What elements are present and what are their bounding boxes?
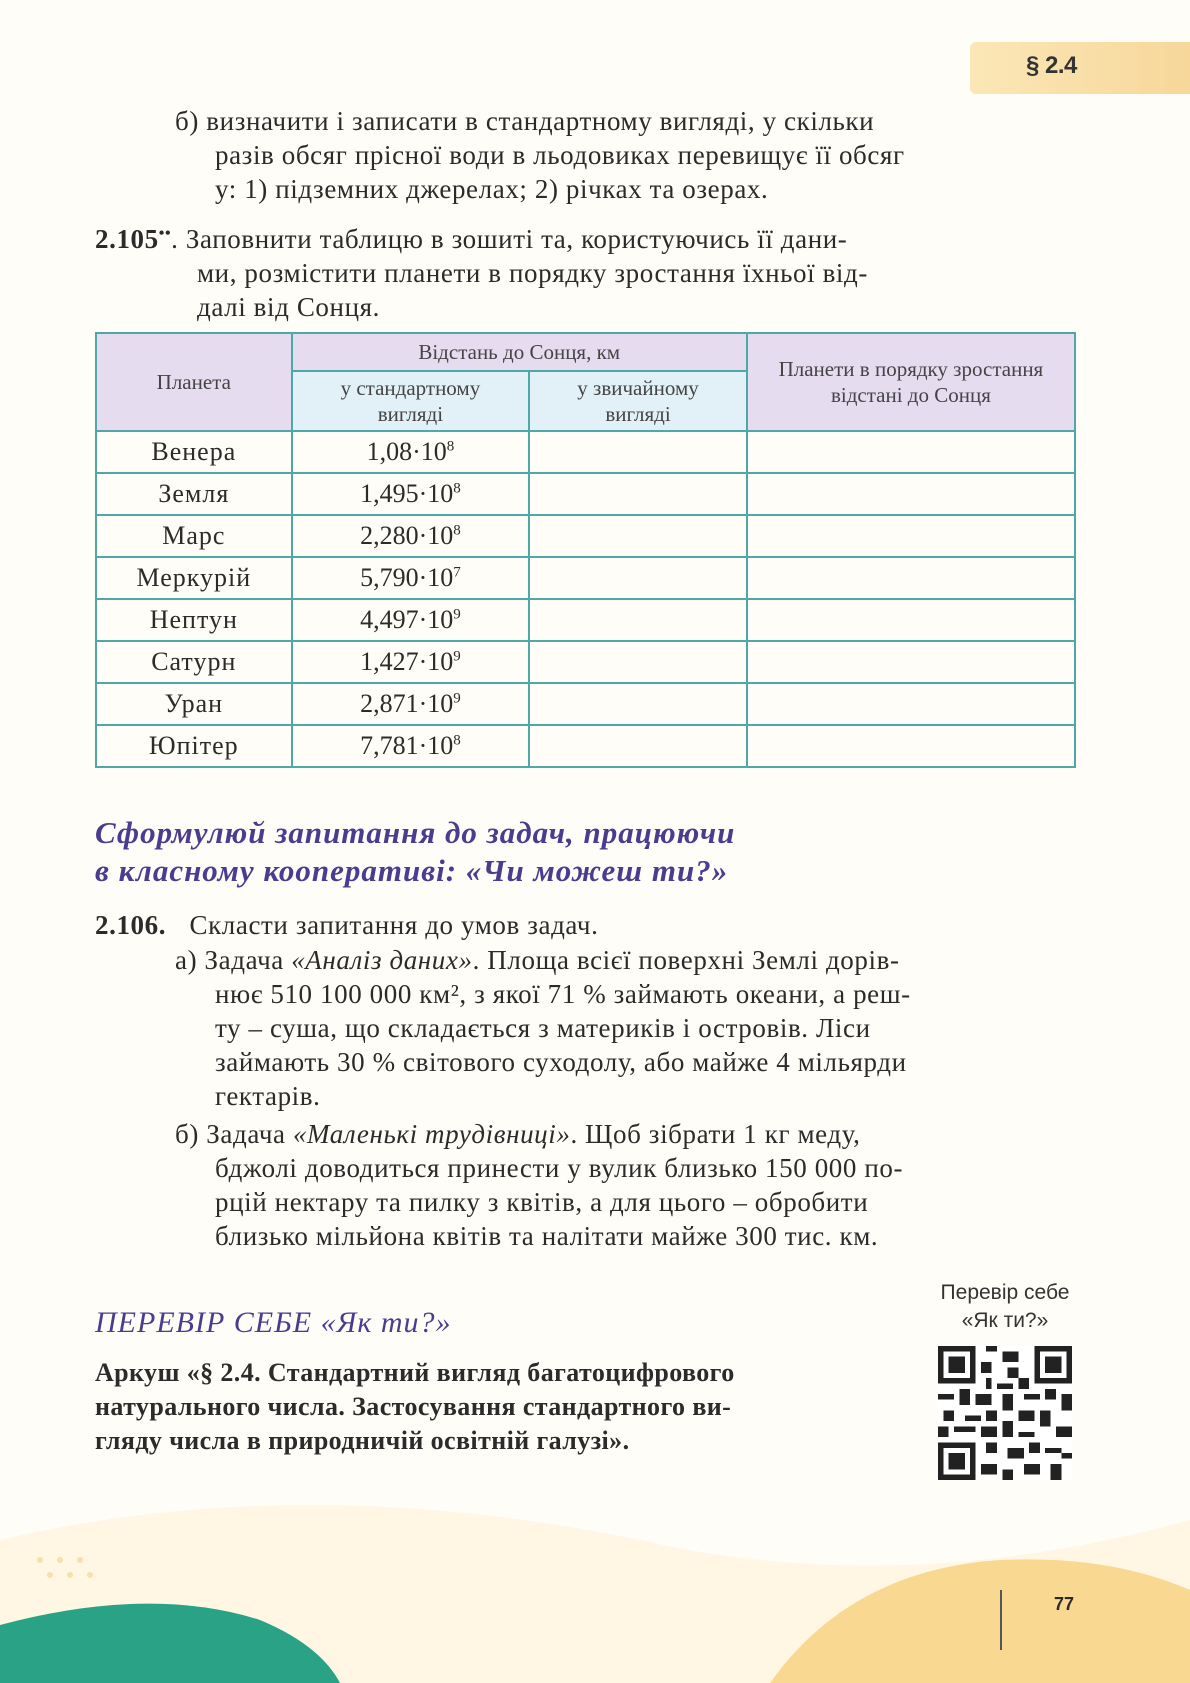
distance-ordinary	[529, 599, 747, 641]
exponent: 7	[453, 564, 461, 581]
planet-name: Юпітер	[96, 725, 292, 767]
planet-name: Сатурн	[96, 641, 292, 683]
distance-ordinary	[529, 431, 747, 473]
coop-heading-line-1: Сформулюй запитання до задач, працюючи	[95, 815, 736, 850]
exponent: 8	[453, 522, 461, 539]
times-ten: ·10	[418, 605, 454, 634]
task-2106-a	[175, 943, 900, 977]
table-row	[96, 683, 1075, 725]
check-line-1: Аркуш «§ 2.4. Стандартний вигляд багатоцифрового	[95, 1358, 735, 1387]
header-ordinary-text: у звичайному вигляді	[577, 376, 699, 426]
task-a-line-1: . Площа всієї поверхні Землі дорів-	[472, 945, 900, 975]
task-a-label: а) Задача	[175, 945, 292, 975]
mantissa: 2,280	[360, 521, 419, 550]
distance-ordinary	[529, 557, 747, 599]
distance-standard	[292, 515, 530, 557]
header-distance: Відстань до Сонця, км	[292, 333, 747, 371]
distance-standard	[292, 599, 530, 641]
exponent: 8	[446, 438, 455, 455]
task-a-line-3: ту – суша, що складається з материків і островів. Ліси	[215, 1013, 871, 1043]
exponent: 9	[453, 648, 461, 665]
task-2105-line-3: далі від Сонця.	[197, 292, 380, 322]
order-cell	[747, 557, 1075, 599]
mantissa: 4,497	[360, 605, 419, 634]
qr-code-icon[interactable]	[938, 1346, 1072, 1480]
page-number: 77	[1054, 1594, 1075, 1614]
order-cell	[747, 683, 1075, 725]
exponent: 8	[453, 480, 461, 497]
task-2106-intro: Скласти запитання до умов задач.	[189, 910, 599, 940]
header-order-text: Планети в порядку зростання відстані до Сонця	[778, 357, 1044, 407]
coop-heading-line-2: в класному кооперативі: «Чи можеш ти?»	[95, 853, 729, 888]
order-cell	[747, 725, 1075, 767]
task-b2-label: б) Задача	[175, 1119, 293, 1149]
task-b-label: б)	[175, 106, 199, 136]
check-heading: ПЕРЕВІР СЕБЕ «Як ти?»	[95, 1306, 452, 1339]
distance-ordinary	[529, 725, 747, 767]
task-b2-line-3: рцій нектару та пилку з квітів, а для цього – обробити	[215, 1187, 869, 1217]
table-row	[96, 473, 1075, 515]
section-label: § 2.4	[1026, 52, 1077, 79]
distance-ordinary	[529, 683, 747, 725]
mantissa: 1,08	[366, 437, 413, 466]
check-line-2: натурального числа. Застосування стандартного ви-	[95, 1392, 732, 1421]
distance-standard	[292, 557, 530, 599]
times-ten: ·10	[418, 689, 454, 718]
distance-ordinary	[529, 473, 747, 515]
times-ten: ·10	[418, 563, 454, 592]
task-b-line-3: у: 1) підземних джерелах; 2) річках та озерах.	[215, 174, 769, 204]
header-ordinary	[529, 371, 747, 431]
mantissa: 5,790	[360, 563, 419, 592]
planet-name: Нептун	[96, 599, 292, 641]
task-a-line-2: нює 510 100 000 км², з якої 71 % займають океани, а реш-	[215, 979, 911, 1009]
task-number: 2.105	[95, 224, 159, 254]
task-b2-title: «Маленькі трудівниці»	[292, 1119, 571, 1149]
order-cell	[747, 599, 1075, 641]
qr-caption	[920, 1279, 1090, 1335]
distance-standard	[292, 641, 530, 683]
order-cell	[747, 515, 1075, 557]
times-ten: ·10	[418, 647, 454, 676]
exponent: 9	[453, 690, 461, 707]
distance-standard	[292, 725, 530, 767]
footer-divider	[1000, 1590, 1002, 1650]
task-2105-line-1: . Заповнити таблицю в зошиті та, користуючись її дани-	[171, 224, 848, 254]
mantissa: 1,427	[360, 647, 419, 676]
planets-table	[95, 332, 1076, 768]
task-2106-b	[175, 1117, 861, 1151]
distance-ordinary	[529, 641, 747, 683]
check-line-3: гляду числа в природничій освітній галузі».	[95, 1426, 630, 1455]
mantissa: 1,495	[360, 479, 419, 508]
task-b-line-1: визначити і записати в стандартному вигляді, у скільки	[206, 106, 875, 136]
header-standard	[292, 371, 530, 431]
qr-caption-line-1: Перевір себе	[940, 1281, 1070, 1304]
mantissa: 7,781	[360, 731, 419, 760]
times-ten: ·10	[412, 437, 447, 466]
header-order	[747, 333, 1075, 431]
task-number: 2.106.	[95, 910, 167, 940]
task-b2-line-2: бджолі доводиться принести у вулик близько 150 000 по-	[215, 1153, 904, 1183]
header-planet: Планета	[96, 333, 292, 431]
planet-name: Земля	[96, 473, 292, 515]
table-row	[96, 641, 1075, 683]
difficulty-marks: ••	[158, 225, 172, 242]
order-cell	[747, 641, 1075, 683]
table-row	[96, 431, 1075, 473]
times-ten: ·10	[418, 479, 454, 508]
planet-name: Меркурій	[96, 557, 292, 599]
times-ten: ·10	[418, 521, 454, 550]
header-standard-text: у стандартному вигляді	[340, 376, 481, 426]
table-row	[96, 557, 1075, 599]
task-2105	[95, 222, 847, 256]
exponent: 9	[453, 606, 461, 623]
planet-name: Уран	[96, 683, 292, 725]
task-b2-line-4: близько мільйона квітів та налітати майже 300 тис. км.	[215, 1221, 879, 1251]
times-ten: ·10	[418, 731, 454, 760]
task-b-line-2: разів обсяг прісної води в льодовиках перевищує її обсяг	[215, 140, 905, 170]
task-2106	[95, 908, 598, 942]
distance-standard	[292, 431, 530, 473]
distance-standard	[292, 683, 530, 725]
table-row	[96, 725, 1075, 767]
planet-name: Венера	[96, 431, 292, 473]
table-row	[96, 599, 1075, 641]
task-a-line-4: займають 30 % світового суходолу, або майже 4 мільярди	[215, 1047, 907, 1077]
distance-standard	[292, 473, 530, 515]
table-row	[96, 515, 1075, 557]
qr-caption-line-2: «Як ти?»	[961, 1309, 1049, 1332]
section-tab	[970, 42, 1190, 94]
planet-name: Марс	[96, 515, 292, 557]
order-cell	[747, 473, 1075, 515]
task-b	[175, 104, 1075, 138]
order-cell	[747, 431, 1075, 473]
task-a-title: «Аналіз даних»	[291, 945, 473, 975]
mantissa: 2,871	[360, 689, 419, 718]
task-b2-line-1: . Щоб зібрати 1 кг меду,	[570, 1119, 861, 1149]
distance-ordinary	[529, 515, 747, 557]
task-2105-line-2: ми, розмістити планети в порядку зростання їхньої від-	[197, 258, 868, 288]
task-a-line-5: гектарів.	[215, 1081, 321, 1111]
exponent: 8	[453, 732, 461, 749]
